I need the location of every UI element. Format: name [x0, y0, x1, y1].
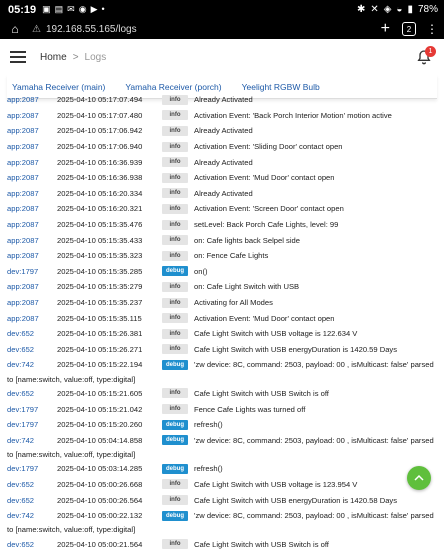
notification-icon-f: • [101, 4, 105, 14]
log-source-link[interactable]: dev:652 [7, 329, 35, 339]
log-source-link[interactable]: dev:742 [7, 435, 35, 445]
device-filter-tab[interactable]: Yeelight RGBW Bulb [241, 81, 320, 92]
log-row [0, 492, 444, 508]
log-source-link[interactable]: app:2087 [7, 110, 39, 120]
tab-switcher-button[interactable] [402, 22, 416, 36]
log-message: Activation Event: 'Back Porch Interior Motion' motion active [194, 110, 392, 120]
log-level-badge: info [162, 495, 188, 505]
log-level-badge: info [162, 251, 188, 261]
log-row [0, 92, 444, 108]
log-level-badge: info [162, 188, 188, 198]
log-level-badge: info [162, 142, 188, 152]
log-source-link[interactable]: app:2087 [7, 173, 39, 183]
log-level-badge: debug [162, 266, 188, 276]
log-timestamp: 2025-04-10 05:04:14.858 [57, 435, 143, 445]
log-source-link[interactable]: dev:652 [7, 388, 35, 398]
log-message: Activation Event: 'Mud Door' contact open [194, 313, 335, 323]
log-source-link[interactable]: dev:1797 [7, 266, 39, 276]
log-level-badge: debug [162, 511, 188, 521]
log-source-link[interactable]: dev:742 [7, 360, 35, 370]
log-source-link[interactable]: app:2087 [7, 142, 39, 152]
log-source-link[interactable]: app:2087 [7, 313, 39, 323]
notification-icon-a: ▣ [42, 4, 51, 14]
log-row [0, 310, 444, 326]
location-icon: ◈ [383, 4, 392, 15]
log-timestamp: 2025-04-10 05:16:20.334 [57, 188, 143, 198]
log-message: Activation Event: 'Sliding Door' contact open [194, 142, 343, 152]
log-source-link[interactable]: app:2087 [7, 298, 39, 308]
log-timestamp: 2025-04-10 05:16:20.321 [57, 204, 143, 214]
status-time: 05:19 [8, 3, 37, 16]
log-timestamp: 2025-04-10 05:15:35.285 [57, 266, 143, 276]
log-row [0, 186, 444, 202]
log-timestamp: 2025-04-10 05:15:35.476 [57, 220, 143, 230]
log-level-badge: info [162, 110, 188, 120]
log-timestamp: 2025-04-10 05:00:26.668 [57, 479, 143, 489]
mute-icon: ✕ [370, 4, 379, 15]
log-level-badge: info [162, 282, 188, 292]
hamburger-menu-icon[interactable] [10, 51, 26, 63]
log-source-link[interactable]: dev:1797 [7, 464, 39, 474]
log-timestamp: 2025-04-10 05:15:21.605 [57, 388, 143, 398]
battery-level: 78% [417, 4, 438, 15]
log-level-badge: info [162, 204, 188, 214]
log-message-continuation: to [name:switch, value:off, type:digital] [7, 374, 136, 384]
log-row [0, 477, 444, 493]
log-list [0, 92, 444, 552]
new-tab-icon[interactable]: + [380, 20, 390, 37]
log-row [0, 123, 444, 139]
log-row [0, 432, 444, 448]
log-row [0, 417, 444, 433]
tab-count: 2 [406, 24, 412, 34]
log-timestamp: 2025-04-10 05:17:06.942 [57, 126, 143, 136]
log-row [0, 170, 444, 186]
notification-icon-e: ▶ [90, 4, 98, 14]
log-row [0, 201, 444, 217]
log-message: Cafe Light Switch with USB Switch is off [194, 388, 329, 398]
log-message-continuation: to [name:switch, value:off, type:digital] [7, 450, 136, 460]
log-level-badge: debug [162, 360, 188, 370]
log-level-badge: info [162, 404, 188, 414]
log-timestamp: 2025-04-10 05:15:35.323 [57, 251, 143, 261]
log-source-link[interactable]: app:2087 [7, 126, 39, 136]
log-message: 'zw device: 8C, command: 2503, payload: 00 , isMulticast: false' parsed [194, 435, 434, 445]
log-message: Activation Event: 'Mud Door' contact open [194, 173, 335, 183]
log-level-badge: debug [162, 464, 188, 474]
log-timestamp: 2025-04-10 05:15:21.042 [57, 404, 143, 414]
log-source-link[interactable]: dev:1797 [7, 404, 39, 414]
log-timestamp: 2025-04-10 05:16:36.939 [57, 157, 143, 167]
notification-icons [42, 4, 105, 15]
notification-icon-c: ✉ [67, 4, 75, 14]
chevron-up-icon [413, 472, 425, 484]
log-source-link[interactable]: app:2087 [7, 282, 39, 292]
battery-icon: ▮ [407, 4, 413, 15]
log-message: Already Activated [194, 157, 253, 167]
log-level-badge: info [162, 157, 188, 167]
log-level-badge: info [162, 539, 188, 549]
log-row [0, 508, 444, 524]
browser-toolbar [0, 19, 444, 39]
log-source-link[interactable]: app:2087 [7, 95, 39, 105]
log-level-badge: info [162, 344, 188, 354]
log-row [0, 326, 444, 342]
log-message: on: Cafe lights back Selpel side [194, 235, 300, 245]
log-timestamp: 2025-04-10 05:16:36.938 [57, 173, 143, 183]
log-timestamp: 2025-04-10 05:15:35.115 [57, 313, 142, 323]
log-row [0, 217, 444, 233]
app-header [0, 39, 444, 75]
log-timestamp: 2025-04-10 05:00:26.564 [57, 495, 143, 505]
log-level-badge: debug [162, 435, 188, 445]
log-message: Cafe Light Switch with USB energyDuration is 1420.59 Days [194, 344, 398, 354]
log-timestamp: 2025-04-10 05:15:26.271 [57, 344, 143, 354]
log-message-continuation: to [name:switch, value:off, type:digital] [7, 525, 136, 535]
log-source-link[interactable]: app:2087 [7, 251, 39, 261]
log-source-link[interactable]: dev:1797 [7, 420, 39, 430]
log-row [0, 401, 444, 417]
log-message: refresh() [194, 420, 223, 430]
log-row [0, 357, 444, 373]
log-message: Fence Cafe Lights was turned off [194, 404, 306, 414]
log-source-link[interactable]: dev:652 [7, 539, 35, 549]
device-filter-tab[interactable]: Yamaha Receiver (porch) [125, 81, 222, 92]
log-message: Already Activated [194, 126, 253, 136]
log-message: Cafe Light Switch with USB voltage is 122.634 V [194, 329, 358, 339]
log-level-badge: info [162, 235, 188, 245]
address-bar[interactable] [32, 24, 373, 35]
breadcrumb-home[interactable]: Home [40, 51, 67, 63]
log-level-badge: debug [162, 420, 188, 430]
log-level-badge: info [162, 126, 188, 136]
log-row [0, 279, 444, 295]
not-secure-icon[interactable]: ⚠ [32, 23, 41, 35]
log-timestamp: 2025-04-10 05:17:07.494 [57, 95, 143, 105]
breadcrumb-separator: > [72, 51, 79, 63]
notification-badge: 1 [425, 46, 436, 57]
log-message: setLevel: Back Porch Cafe Lights, level: 99 [194, 220, 339, 230]
log-source-link[interactable]: app:2087 [7, 204, 39, 214]
log-source-link[interactable]: dev:742 [7, 511, 35, 521]
log-row [0, 139, 444, 155]
log-message: Cafe Light Switch with USB Switch is off [194, 539, 329, 549]
log-message: on: Cafe Light Switch with USB [194, 282, 300, 292]
log-source-link[interactable]: dev:652 [7, 479, 35, 489]
device-filter-tab[interactable]: Yamaha Receiver (main) [12, 81, 106, 92]
log-row [0, 264, 444, 280]
log-source-link[interactable]: dev:652 [7, 344, 35, 354]
notification-icon-d: ◉ [78, 4, 87, 14]
log-row [0, 248, 444, 264]
log-level-badge: info [162, 313, 188, 323]
breadcrumb-current: Logs [84, 51, 107, 63]
log-level-badge: info [162, 388, 188, 398]
log-message: on: Fence Cafe Lights [194, 251, 269, 261]
log-source-link[interactable]: app:2087 [7, 220, 39, 230]
address-url: 192.168.55.165/logs [45, 23, 137, 35]
log-level-badge: info [162, 220, 188, 230]
log-timestamp: 2025-04-10 05:00:22.132 [57, 511, 143, 521]
log-row [0, 461, 444, 477]
log-message: 'zw device: 8C, command: 2503, payload: 00 , isMulticast: false' parsed [194, 360, 434, 370]
log-timestamp: 2025-04-10 05:15:26.381 [57, 329, 143, 339]
log-level-badge: info [162, 479, 188, 489]
log-level-badge: info [162, 173, 188, 183]
log-timestamp: 2025-04-10 05:15:35.237 [57, 298, 143, 308]
bluetooth-icon: ✱ [356, 4, 366, 15]
log-timestamp: 2025-04-10 05:15:22.194 [57, 360, 143, 370]
log-message: refresh() [194, 464, 223, 474]
log-message: Activating for All Modes [194, 298, 273, 308]
log-source-link[interactable]: dev:652 [7, 495, 35, 505]
log-timestamp: 2025-04-10 05:15:35:279 [57, 282, 143, 292]
browser-home-icon[interactable]: ⌂ [11, 22, 19, 36]
log-timestamp: 2025-04-10 05:17:07.480 [57, 110, 143, 120]
log-message: Already Activated [194, 188, 253, 198]
log-message: Already Activated [194, 95, 253, 105]
notification-icon-b: ▤ [54, 4, 64, 14]
scroll-up-button[interactable] [407, 466, 431, 490]
browser-menu-icon[interactable]: ⋮ [426, 22, 438, 36]
log-timestamp: 2025-04-10 05:03:14.285 [57, 464, 143, 474]
log-level-badge: info [162, 298, 188, 308]
log-row [0, 295, 444, 311]
status-bar [0, 0, 444, 19]
log-level-badge: info [162, 329, 188, 339]
log-timestamp: 2025-04-10 05:15:20.260 [57, 420, 143, 430]
log-row [0, 154, 444, 170]
log-row [0, 342, 444, 358]
log-source-link[interactable]: app:2087 [7, 188, 39, 198]
log-message: 'zw device: 8C, command: 2503, payload: 00 , isMulticast: false' parsed [194, 511, 434, 521]
log-source-link[interactable]: app:2087 [7, 235, 39, 245]
log-row [0, 232, 444, 248]
log-row [0, 386, 444, 402]
wifi-icon: ◒ [396, 4, 403, 15]
log-level-badge: info [162, 95, 188, 105]
log-timestamp: 2025-04-10 05:17:06.940 [57, 142, 143, 152]
log-message: Cafe Light Switch with USB energyDuration is 1420.58 Days [194, 495, 398, 505]
log-message: Cafe Light Switch with USB voltage is 123.954 V [194, 479, 358, 489]
log-message: Activation Event: 'Screen Door' contact open [194, 204, 344, 214]
log-timestamp: 2025-04-10 05:00:21.564 [57, 539, 143, 549]
log-source-link[interactable]: app:2087 [7, 157, 39, 167]
log-timestamp: 2025-04-10 05:15:35.433 [57, 235, 143, 245]
log-message: on() [194, 266, 208, 276]
log-row [0, 108, 444, 124]
log-row [0, 536, 444, 552]
